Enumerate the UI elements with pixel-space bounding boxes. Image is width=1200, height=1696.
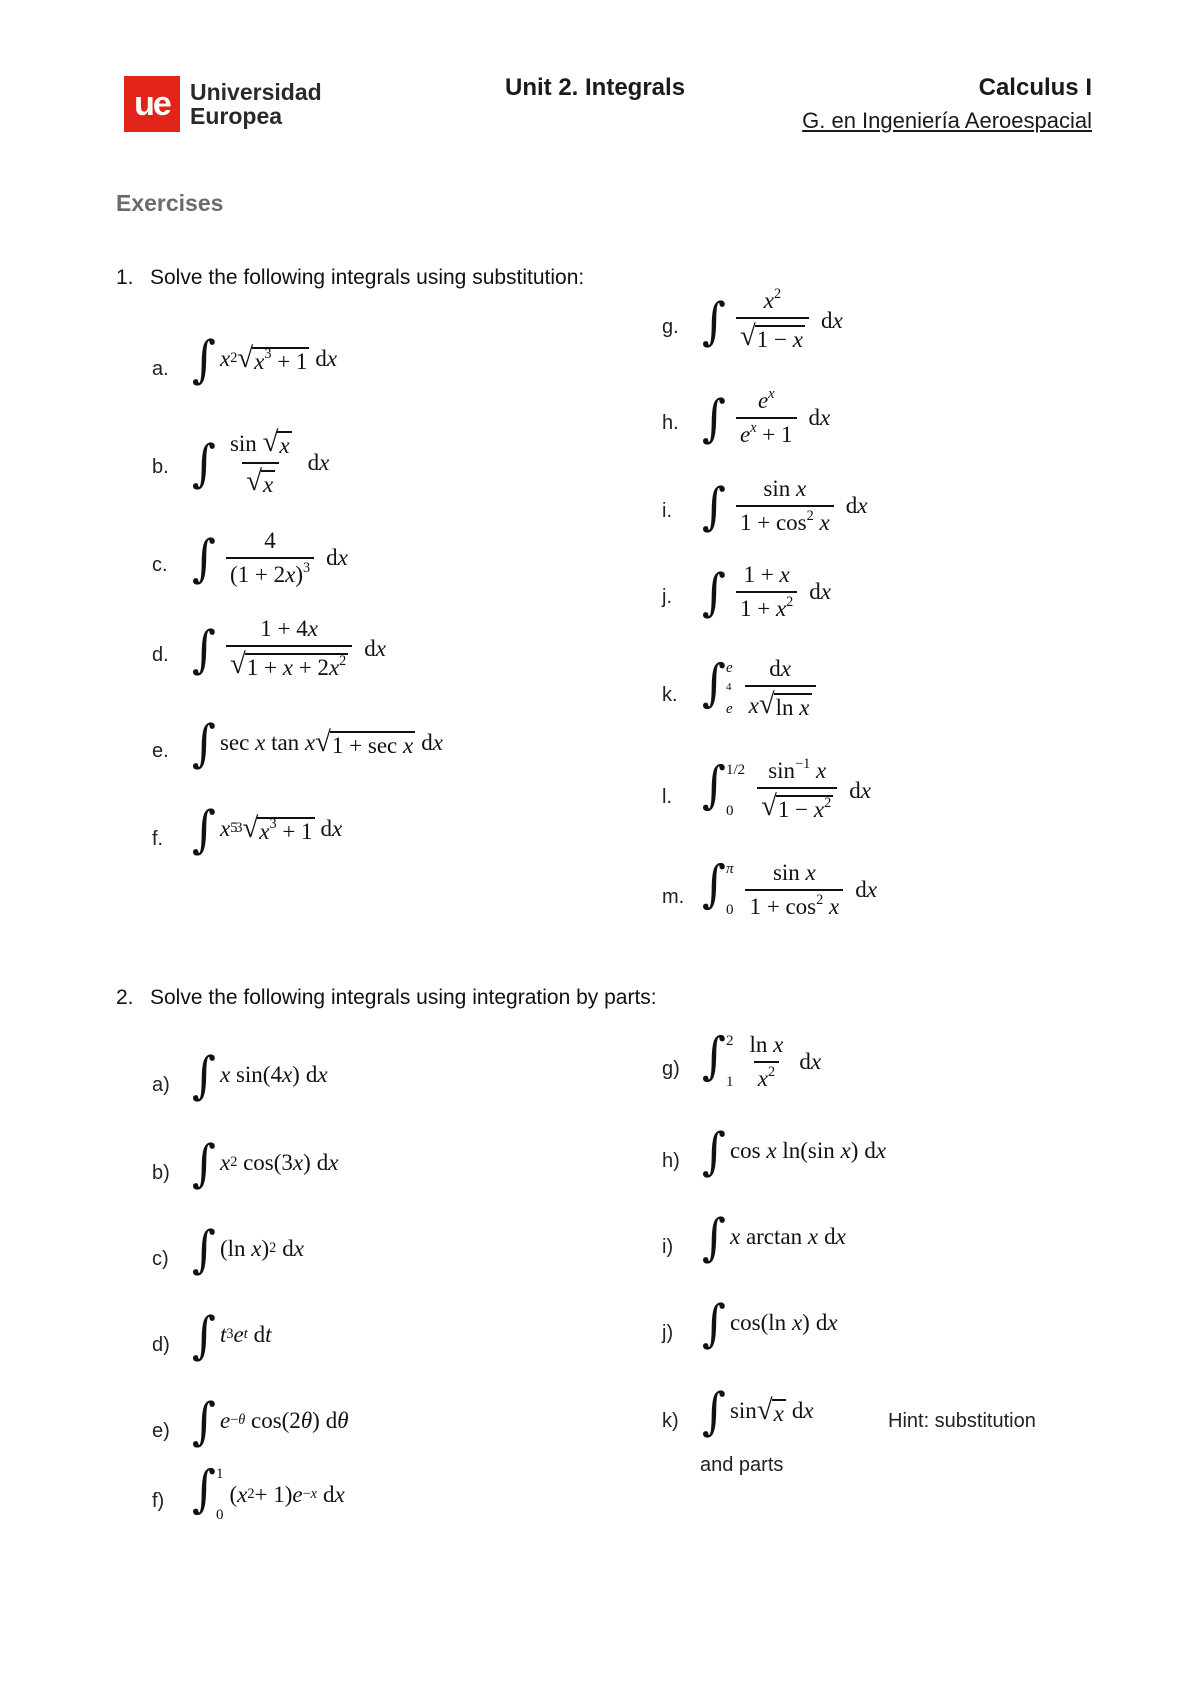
integral-1j: ∫ $\frac{1 + x}{1 + x^2}$ dx — [702, 562, 832, 622]
unit-title: Unit 2. Integrals — [505, 74, 686, 101]
item-label: c) — [152, 1248, 169, 1270]
item-label: a. — [152, 358, 169, 380]
item-label: j. — [662, 586, 672, 608]
integral-1k: ∫ e $^4$ e dx x √ ln x — [702, 656, 822, 721]
question-1-prompt — [116, 266, 584, 290]
item-label: e) — [152, 1420, 170, 1442]
integral-1a: ∫ x $^2$ √ $x^3 + 1$ dx — [192, 329, 338, 389]
item-label: i. — [662, 500, 672, 522]
integral-1i: ∫ $\frac{\text{sin x}}{1 + \cos^2 x}$ dx — [702, 476, 868, 536]
question-2-prompt — [116, 986, 657, 1010]
logo-line-1: Universidad — [190, 79, 322, 105]
course-name: Calculus I — [978, 74, 1092, 101]
integral-2g: ∫ 2 1 $\frac{\text{ln x}}{x^2}$ dx — [702, 1025, 822, 1091]
integral-2d: ∫ t $^3$ e $^t$ dt — [192, 1305, 272, 1365]
item-label: e. — [152, 740, 169, 762]
item-label: g) — [662, 1058, 680, 1080]
integral-2f: ∫ 1 0 ( x $^2$ + 1) e $^{-x}$ dx — [192, 1458, 345, 1523]
item-label: h) — [662, 1150, 680, 1172]
item-label: f) — [152, 1490, 165, 1512]
integral-1g: ∫ $x^2$ √ 1 − x dx — [702, 285, 843, 352]
item-label: h. — [662, 412, 679, 434]
item-label: b. — [152, 456, 169, 478]
item-label: f. — [152, 828, 164, 850]
item-label: l. — [662, 786, 672, 808]
item-label: j) — [662, 1322, 674, 1344]
integral-1h: ∫ $\frac{e^x}{e^x + 1}$ dx — [702, 385, 831, 448]
integral-1d: ∫ 1 + 4x √ $1 + x + 2x^2$ dx — [192, 616, 386, 680]
item-label: i) — [662, 1236, 674, 1258]
hint-text: Hint: substitution — [888, 1410, 1036, 1432]
item-label: k) — [662, 1410, 679, 1432]
degree-name: G. en Ingeniería Aeroespacial — [802, 108, 1092, 133]
logo-wordmark — [190, 80, 322, 128]
question-number: 1. — [116, 266, 134, 289]
item-label: c. — [152, 554, 168, 576]
integral-2k: ∫ sin √ x dx — [702, 1381, 814, 1441]
question-text: Solve the following integrals using integration by parts: — [150, 986, 657, 1009]
item-label: m. — [662, 886, 685, 908]
logo-mark: ue — [124, 76, 180, 132]
integral-2c: ∫ (ln x ) $^2$ dx — [192, 1219, 305, 1279]
item-label: k. — [662, 684, 678, 706]
item-label: b) — [152, 1162, 170, 1184]
question-number: 2. — [116, 986, 134, 1009]
integral-1l: ∫ 1/2 0 $\sin^{-1} x$ √ $1 - x^2$ dx — [702, 754, 871, 822]
item-label: g. — [662, 316, 679, 338]
integral-2a: ∫ x sin(4 x ) dx — [192, 1045, 328, 1105]
integral-2b: ∫ x $^2$ cos(3 x ) dx — [192, 1133, 339, 1193]
integral-2e: ∫ e $^{-\theta}$ cos(2 θ ) dθ — [192, 1391, 349, 1451]
integral-2j: ∫ cos(ln x ) dx — [702, 1293, 838, 1353]
item-label: a) — [152, 1074, 170, 1096]
integral-1c: ∫ $\frac{4}{(1 + 2x)^3}$ dx — [192, 528, 348, 588]
item-label: d. — [152, 644, 169, 666]
integral-1m: ∫ π 0 $\frac{\text{sin x}}{1 + \cos^2 x}$ dx — [702, 853, 877, 919]
integral-1e: ∫ sec x tan x √ 1 + sec x dx — [192, 713, 443, 773]
university-logo — [124, 76, 322, 132]
integral-2h: ∫ cos x ln(sin x ) dx — [702, 1121, 887, 1181]
item-label: d) — [152, 1334, 170, 1356]
course-info — [802, 74, 1092, 134]
question-text: Solve the following integrals using substitution: — [150, 266, 585, 289]
logo-line-2: Europea — [190, 103, 283, 129]
section-title: Exercises — [116, 190, 224, 216]
hint-text-continued: and parts — [700, 1454, 784, 1476]
integral-1f: ∫ x $^5$ $^3$ √ $x^3 + 1$ dx — [192, 799, 343, 859]
integral-2i: ∫ x arctan x dx — [702, 1207, 846, 1267]
integral-1b: ∫ sin √ x √ x dx — [192, 426, 330, 497]
